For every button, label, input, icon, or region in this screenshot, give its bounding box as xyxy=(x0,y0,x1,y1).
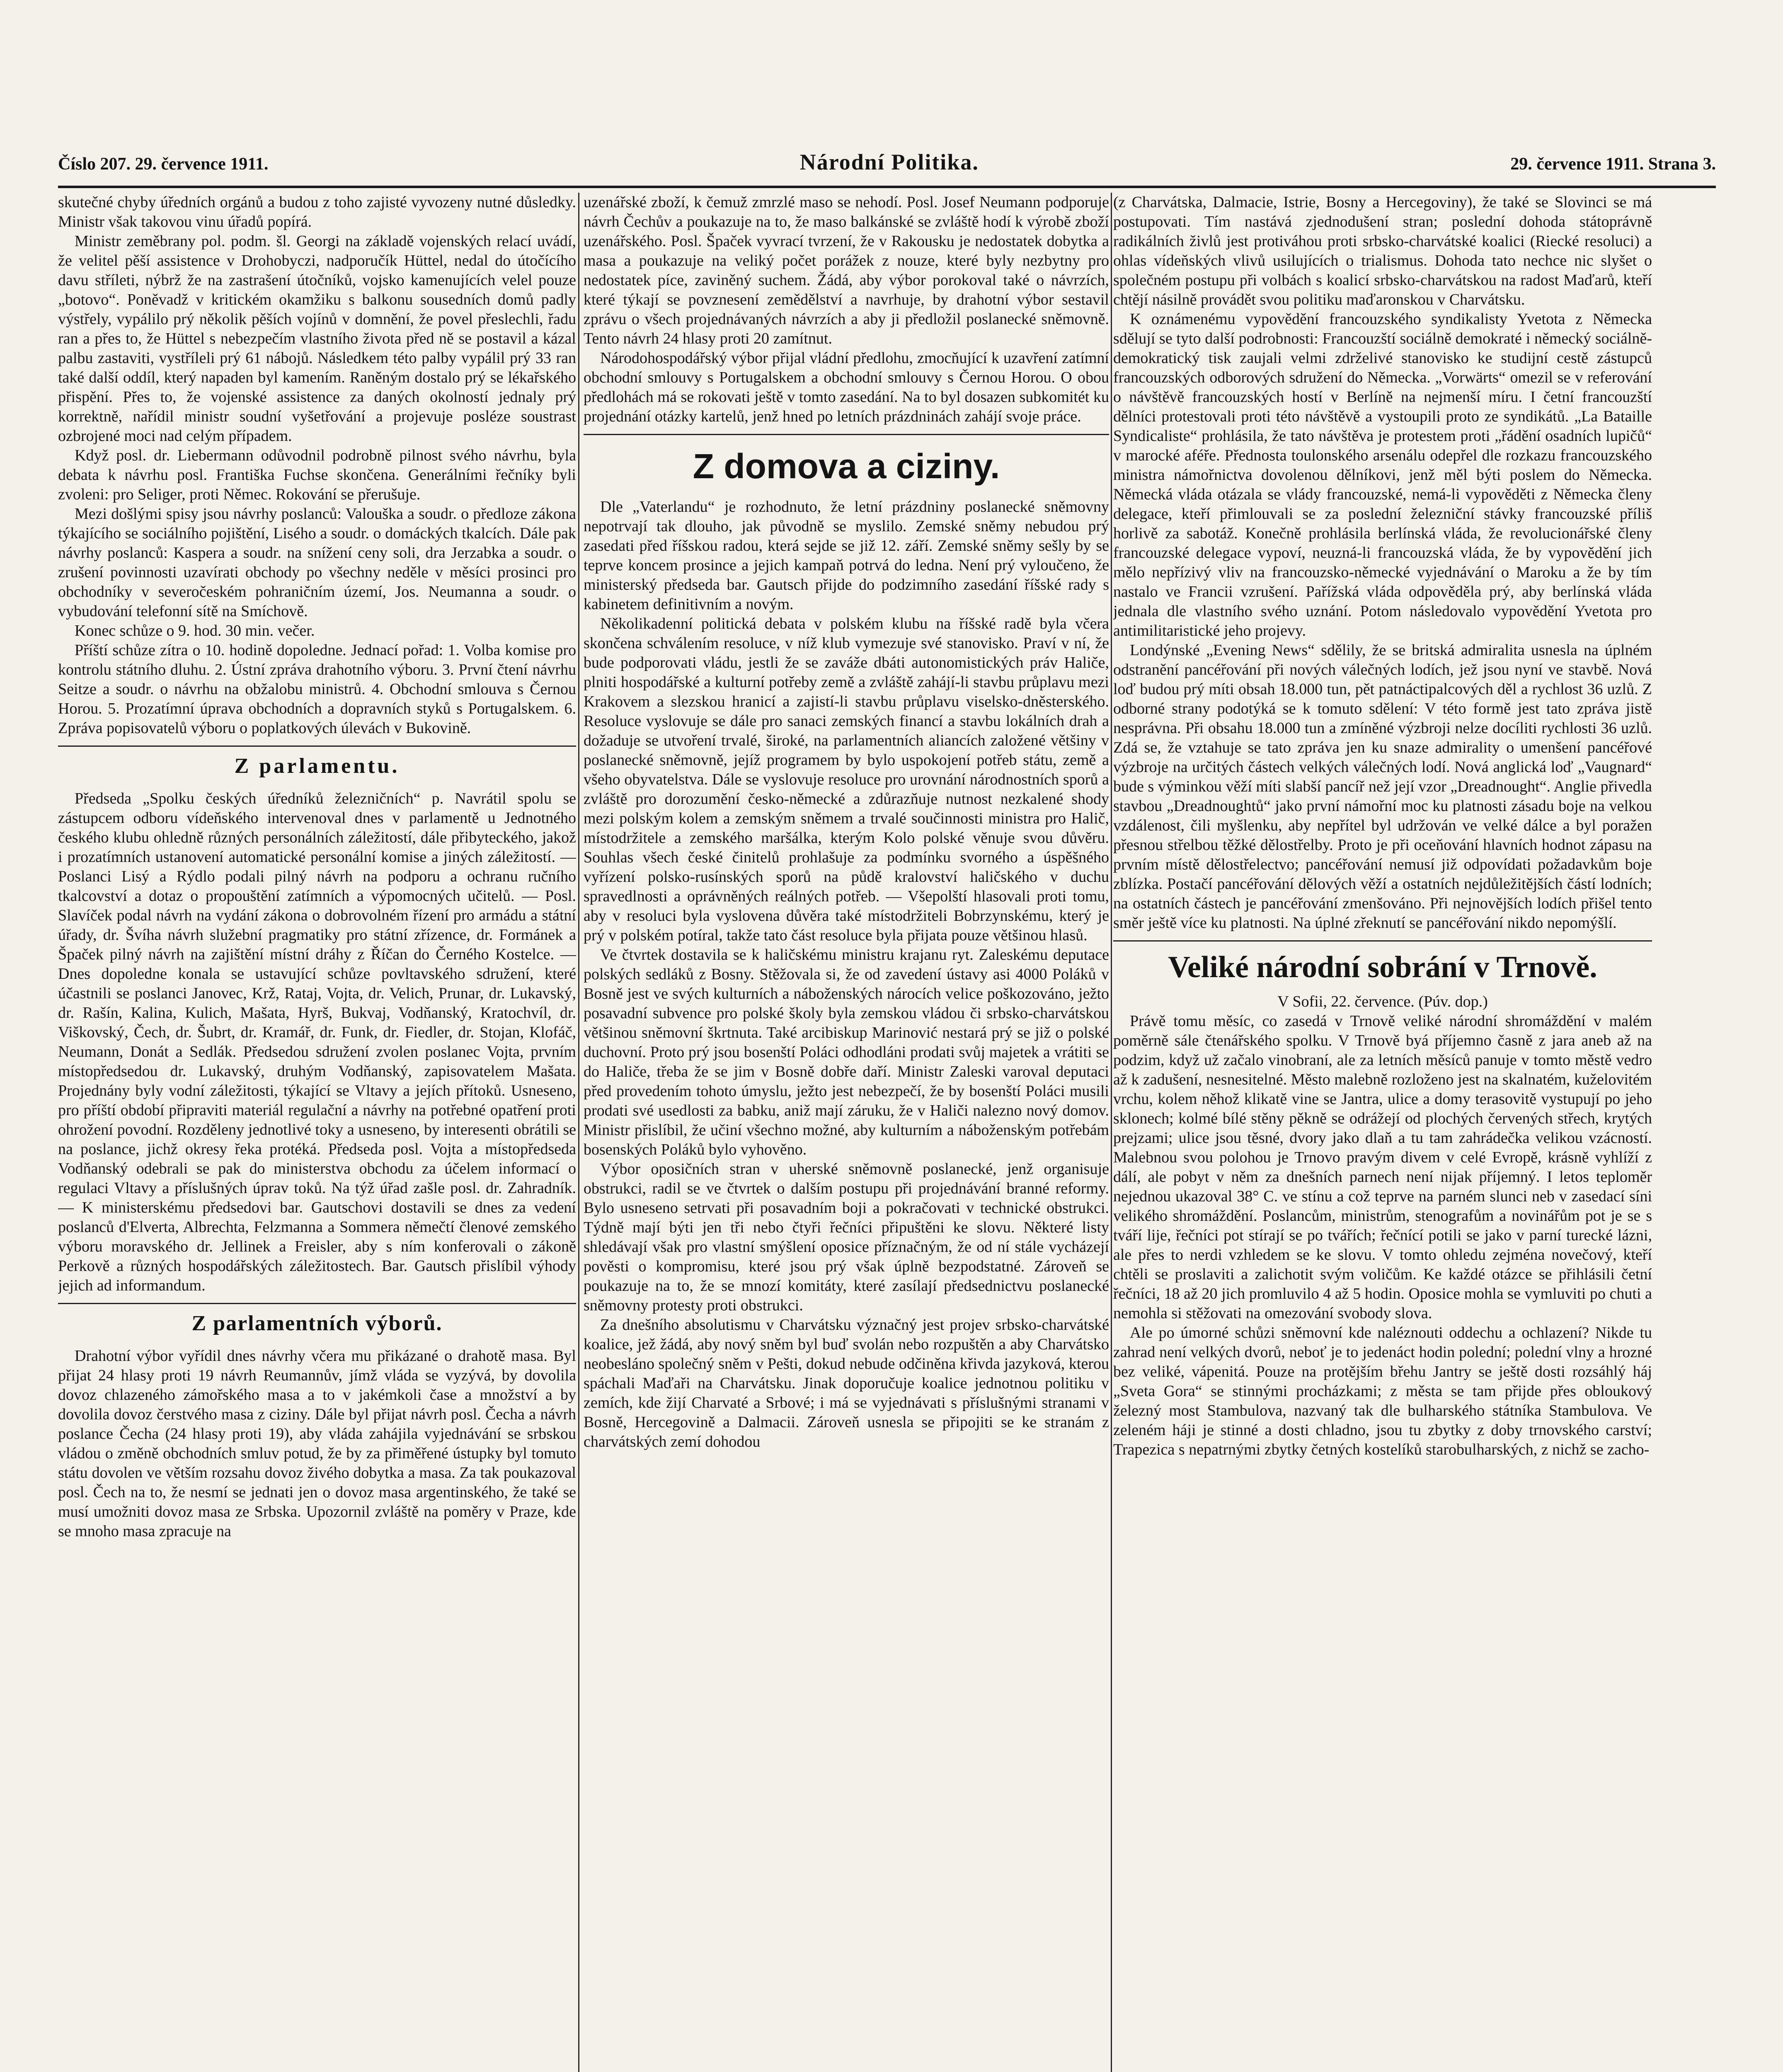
article-text: Ministr zeměbrany pol. podm. šl. Georgi na základě vojenských relací uvádí, že velitel pěší assistence v Drohobyczi, nadporučík Hüttel, nedal do útočícího davu stříleti, nýbrž že na zastrašení útočníků, vojsko kamenujících velel pouze „botovo“. Poněvadž v kritickém okamžiku s balkonu sousedních domů padly výstřely, vypálilo prý několik pěších vojínů v domnění, že povel přeslechli, řadu ran a přes to, že Hüttel s nebezpečím vlastního života před ně se postavil a kázal palbu zastaviti, vystříleli prý 61 nábojů. Následkem této palby vypálil prý 33 ran také další oddíl, který napaden byl kamením. Raněným dostalo prý se lékařského přispění. Přes to, že vojenské assistence za daných okolností jednaly prý korrektně, nařídil ministr soudní vyšetřování a projevuje posléze soustrast ozbrojené moci nad celým případem. xyxy=(58,232,576,445)
article-text: uzenářské zboží, k čemuž zmrzlé maso se nehodí. Posl. Josef Neumann podporuje návrh Čechův a poukazuje na to, že maso balkánské se zvláště hodí k výrobě zboží uzenářského. Posl. Špaček vyvrací tvrzení, že v Rakousku je nedostatek dobytka a masa a poukazuje na veliký počet porážek z nouze, které byly nezbytny pro nedostatek píce, zaviněný suchem. Žádá, aby výbor porokoval také o návrzích, které týkají se povznesení zemědělství a navrhuje, by drahotní výbor sestavil zprávu o všech projednávaných návrzích a aby ji předložil poslanecké sněmovně. Tento návrh 24 hlasy proti 20 zamítnut. xyxy=(584,194,1109,347)
article-text: Mezi došlými spisy jsou návrhy poslanců: Valouška a soudr. o předloze zákona týkajícího se sociálního pojištění, Lisého a soudr. o domáckých tkalcích. Dále pak návrhy poslanců: Kaspera a soudr. na snížení ceny soli, dra Jerzabka a soudr. o zrušení povinnosti uzavírati obchody po všechny neděle v měsíci prosinci pro obchodníky v severočeském pohraničním území, Jos. Neumanna a soudr. o vybudování telefonní sítě na Smíchově. xyxy=(58,505,576,620)
section-divider xyxy=(58,746,576,747)
column-2 xyxy=(584,193,1109,2072)
newspaper-title: Národní Politika. xyxy=(799,150,979,174)
header-page-info: 29. července 1911. Strana 3. xyxy=(1510,155,1716,174)
article-text: Ve čtvrtek dostavila se k haličskému ministru krajanu ryt. Zaleskému deputace polských sedláků z Bosny. Stěžovala si, že od zavedení ústavy asi 4000 Poláků v Bosně jest ve svých kulturních a náboženských nárocích velice poškozováno, ježto posavadní subvence pro polské školy byla zemskou vládou či srbsko-charvátskou většinou sněmovní škrtnuta. Také arcibiskup Marinović nestará prý se již o polské duchovní. Proto prý jsou bosenští Poláci odhodláni prodati svůj majetek a vrátiti se do Haliče, třeba že se jim v Bosně dobře daří. Ministr Zaleski varoval deputaci před provedením tohoto úmyslu, ježto jest nebezpečí, že by bosenští Poláci musili prodati své usedlosti za babku, aniž mají záruku, že v Haliči nalezno nový domov. Ministr přislíbil, že učiní všechno možné, aby kulturním a náboženským potřebám bosenských Poláků bylo vyhověno. xyxy=(584,946,1109,1158)
page-header xyxy=(58,149,1716,182)
header-rule xyxy=(58,186,1716,188)
column-divider xyxy=(1111,193,1112,2072)
article-text: Drahotní výbor vyřídil dnes návrhy včera mu přikázané o drahotě masa. Byl přijat 24 hlasy proti 19 návrh Reumannův, jímž vláda se vyzývá, by dovolila dovoz chlazeného zámořského masa a to v jakémkoli čase a množství a by dovolila dovoz čerstvého masa z ciziny. Dále byl přijat návrh posl. Čecha a návrh poslance Čecha (24 hlasy proti 19), aby vláda zahájila vyjednávání se srbskou vládou o změně obchodních smluv potud, že by za přiměřené ústupky byl tomuto státu dovolen ve větším rozsahu dovoz živého dobytka a masa. Za tak poukazoval posl. Čech na to, že nesmí se jednati jen o dovoz masa argentinského, že také se musí umožniti dovoz masa ze Srbska. Upozornil zvláště na poměry v Praze, kde se mnoho masa zpracuje na xyxy=(58,1347,576,1540)
column-1 xyxy=(58,193,576,2072)
article-text: Několikadenní politická debata v polském klubu na říšské radě byla včera skončena schválením resoluce, v níž klub vymezuje své stanovisko. Praví v ní, že bude podporovati vládu, jestli že se zaváže dbáti autonomistických práv Haliče, plniti hospodářské a kulturní potřeby země a zvláště zahájí-li stavbu průplavu mezi Krakovem a slezskou hranicí a zajistí-li stavbu průplavu viselsko-dněsterského. Resoluce vyslovuje se dále pro sanaci zemských financí a stavbu lokálních drah a dožaduje se utvoření trvalé, široké, na parlamentních aliancích založené většiny v poslanecké sněmovně, jejíž programem by bylo uspokojení potřeb státu, země a všeho obyvatelstva. Dále se vyslovuje resoluce pro urovnání národnostních sporů a zvláště pro dorozumění česko-německé a zdůrazňuje nutnost nezkalené shody mezi polským kolem a zemským sněmem a trvalé součinnosti ministra pro Halič, místodržitele a zemského maršálka, kterým Kolo polské věnuje svou důvěru. Souhlas všech české činitelů prohlašuje za podmínku svorného a úspěšného vyřízení polsko-rusínských sporů na půdě kralovství haličského v duchu spravedlnosti a oprávněných reálných potřeb. — Všepolští hlasovali proti tomu, aby v resoluci byla vyslovena důvěra také místodržiteli Bobrzynskému, který je prý v polském potíral, takže tato část resoluce byla přijata pouze většinou hlasů. xyxy=(584,615,1109,944)
article-text: Příští schůze zítra o 10. hodině dopoledne. Jednací pořad: 1. Volba komise pro kontrolu státního dluhu. 2. Ústní zpráva drahotního výboru. 3. První čtení návrhu Seitze a soudr. o návrhu na obžalobu ministrů. 4. Obchodní smlouva s Černou Horou. 5. Prozatímní úprava obchodních a dopravních styků s Portugalskem. 6. Zpráva popisovatelů výboru o poplatkových úlevách v Bukovině. xyxy=(58,641,576,737)
article-dateline: V Sofii, 22. července. (Púv. dop.) xyxy=(1277,993,1488,1010)
section-heading-committees: Z parlamentních výborů. xyxy=(191,1312,443,1335)
article-headline-trnovo: Veliké národní sobrání v Trnově. xyxy=(1168,950,1597,984)
article-text: Národohospodářský výbor přijal vládní předlohu, zmocňující k uzavření zatímní obchodní smlouvy s Portugalskem a obchodní smlouvy s Černou Horou. O obou předlohách má se rokovati ještě v tomto zasedání. Na to byl dosazen subkomitét ku projednání otázky kartelů, jenž hned po letních prázdninách zahájí svoje práce. xyxy=(584,349,1109,425)
article-text: Předseda „Spolku českých úředníků železničních“ p. Navrátil spolu se zástupcem odboru vídeňského intervenoval dnes v parlamentě u Jednotného českého klubu ohledně různých personálních záležitostí, dále přibyteckého, jakož i prozatímních ustanovení automatické personální komise a jiných záležitostí. — Poslanci Lisý a Rýdlo podali pilný návrh na podporu a ochranu ručního tkalcovství a dotaz o propouštění zatímních a výpomocných učitelů. — Posl. Slavíček podal návrh na vydání zákona o dobrovolném řízení pro armádu a státní úřady, dr. Švíha návrh služební pragmatiky pro státní zřízence, dr. Formánek a Špaček pilný návrh na zajištění místní dráhy z Říčan do Černého Kostelce. — Dnes dopoledne konala se ustavující schůze povltavského sdružení, které účastnili se poslanci Janovec, Krž, Rataj, Vojta, dr. Velich, Prunar, dr. Lukavský, dr. Rašín, Kalina, Kulich, Mašata, Hyrš, Bukvaj, Vodňanský, Kratochvíl, dr. Viškovský, Čech, dr. Šubrt, dr. Kramář, dr. Funk, dr. Fiedler, dr. Stojan, Klofáč, Neumann, Donát a Sedlák. Předsedou sdružení zvolen poslanec Vojta, prvním místopředsedou dr. Lukavský, druhým Vodňanský, zapisovatelem Mašata. Projednány byly vodní záležitosti, týkající se Vltavy a jejích přítoků. Usneseno, pro příští období připraviti materiál regulační a návrhy na potřebné opatření proti ohrožení povodní. Rozděleny jednotlivé toky a usneseno, by interesenti obrátili se na poslance, jichž okresy řeka protéká. Předseda posl. Vojta a místopředseda Vodňanský odebrali se pak do ministerstva obchodu za účelem informací o regulaci Vltavy a příslušných úprav toků. Na týž úřad zašle posl. dr. Zahradník. — K ministerskému předsedovi bar. Gautschovi dostavili se dnes za vedení poslanců d'Elverta, Albrechta, Felzmanna a Sommera němečtí členové zemského výboru moravského dr. Jellinek a Freisler, aby s ním konferovali o zákoně Perkově a různých hospodářských záležitostech. Bar. Gautsch přislíbil výhody jejich ad informandum. xyxy=(58,790,576,1294)
column-divider xyxy=(578,193,579,2072)
article-text: K oznámenému vypovědění francouzského syndikalisty Yvetota z Německa sdělují se tyto další podrobnosti: Francouzští sociálně demokraté i německý sociálně-demokratický tisk zaujali velmi zdrželivé stanovisko ke studijní cestě zástupců francouzských odborových sdružení do Německa. „Vorwärts“ omezil se v referování o návštěvě francouzských hostí v Berlíně na nejmenší míru. I četní francouzští dělníci protestovali proti této návštěvě a vystoupili proto ze syndikátů. „La Bataille Syndicaliste“ prohlásila, že tato návštěva je protestem proti „řádění osadních lupičů“ v marocké aféře. Přednosta toulonského arsenálu odepřel dle rozkazu francouzského ministra námořnictva dovolenou dělníkovi, jenž měl býti poslem do Německa. Německá vláda otázala se vlády francouzské, nemá-li vypověděti z Německa členy delegace, kteří přimlouvali se za poslední železniční stávky francouzské příliš horlivě za sabotáž. Konečně prohlásila berlínská vláda, že revolucionářské členy francouzské delegace vypoví, neuzná-li francouzská vláda, že by vypovědění jich mělo nepřízivý vliv na francouzsko-německé vyjednávání o Maroku a že by tím nastalo ve Francii vzrušení. Pařížská vláda odpověděla prý, aby berlínská vláda jednala dle vlastního svého uznání. Potom následovalo vypovědění Yvetota pro antimilitaristické jeho projevy. xyxy=(1113,310,1652,639)
column-3 xyxy=(1113,193,1652,2072)
section-divider xyxy=(58,1303,576,1304)
section-heading-home-abroad: Z domova a ciziny. xyxy=(693,447,1000,486)
article-text: Londýnské „Evening News“ sdělily, že se britská admiralita usnesla na úplném odstranění pancéřování při nových válečných lodích, jež jsou nyní ve stavbě. Nová loď budou prý míti obsah 18.000 tun, pět patnáctipalcových děl a rychlost 36 uzlů. Z odborné strany podotýká se k tomuto sdělení: V této formě jest tato zpráva jistě nesprávna. Při obsahu 18.000 tun a zmíněné výzbroji nelze docíliti rychlosti 36 uzlů. Zdá se, že vztahuje se tato zpráva jen ku snaze admirality o umenšení pancéřové výzbroje na určitých částech velkých válečných lodí. Nová anglická loď „Vaugnard“ bude s výminkou věží míti slabší pancíř než její vzor „Dreadnought“. Anglie přivedla stavbou „Dreadnoughtů“ jako první námořní moc ku platnosti zásadu boje na velkou vzdálenost, čili myšlenku, aby nepřítel byl udržován ve velké dálce a byl poražen přesnou střelbou těžké dělostřelby. Proto je při oceňování hlavních hodnot zápasu na prvním místě dělostřelectvo; pancéřování nemusí již odpovídati požadavkům boje zblízka. Postačí pancéřování dělových věží a ostatních nejdůležitějších částí lodních; na ostatních částech je pancéřování zmenšováno. Při nejnovějších lodích přišel tento směr ještě více ku platnosti. Na úplné zřeknutí se pancéřování nikdo nepomýšlí. xyxy=(1113,641,1652,932)
article-text: Dle „Vaterlandu“ je rozhodnuto, že letní prázdniny poslanecké sněmovny nepotrvají tak dlouho, jak původně se myslilo. Zemské sněmy nebudou prý zasedati před říšskou radou, která sejde se již 12. září. Zemské sněmy sešly by se teprve koncem prosince a jejich kampaň potrvá do ledna. Není prý vyloučeno, že ministerský předseda bar. Gautsch přijde do podzimního zasedání říšské rady s kabinetem definitivním a novým. xyxy=(584,498,1109,613)
section-heading-parliament: Z parlamentu. xyxy=(234,754,400,778)
article-text: Ale po úmorné schůzi sněmovní kde naléznouti oddechu a ochlazení? Nikde tu zahrad není velkých dvorů, neboť je to jedenáct hodin polední; polední vlny a hrozné bez veliké, vápenitá. Pouze na protějším břehu Jantry se ještě dosti rozsáhlý háj „Sveta Gora“ se stinnými procházkami; z města se tam přijde přes obloukový železný most Stambulova, nazvaný tak dle bulharského státníka Stambulova. Ve zeleném háji je stinné a dosti chladno, jsou tu zbytky z doby trnovského carství; Trapezica s nepatrnými zbytky četných kostelíků starobulharských, z nichž se zacho- xyxy=(1113,1324,1652,1458)
article-text: Když posl. dr. Liebermann odůvodnil podrobně pilnost svého návrhu, byla debata k návrhu posl. Františka Fuchse skončena. Generálními řečníky byli zvoleni: pro Seliger, proti Němec. Rokování se přerušuje. xyxy=(58,447,576,503)
article-text: Za dnešního absolutismu v Charvátsku význačný jest projev srbsko-charvátské koalice, jež žádá, aby nový sněm byl buď svolán nebo rozpuštěn a aby Charvátsko neobesláno společný sněm v Pešti, dokud nebude odčiněna křivda jazyková, kterou spáchali Maďaři na Charvátsku. Jinak doporučuje koalice jednotnou politiku v zemích, kde žijí Charvaté a Srbové; i má se vyjednávati s příslušnými stranami v Bosně, Hercegovině a Dalmacii. Zároveň usnesla se připojiti se ke stranám z charvátských zemí dohodou xyxy=(584,1316,1109,1450)
article-text: Právě tomu měsíc, co zasedá v Trnově veliké národní shromáždění v malém poměrně sále čtenářského spolku. V Trnově byá příjemno časně z jara aneb až na podzim, když už začalo vinobraní, ale za letních měsíců panuje v tomto městě vedro až k zadušení, nesnesitelné. Město malebně rozloženo jest na skalnatém, kuželovitém vrchu, kolem něhož klikatě vine se Jantra, ulice a domy terasovitě vystupují po jeho sklonech; kolmé bílé stěny pěkně se odrážejí od plochých červených střech, krytých prejzami; ulice jsou těsné, dvory jako dlaň a tu tam zahrádečka velikou vzácností. Malebnou svou polohou je Trnovo pravým divem v celé Evropě, krásně vyhlíží z dálí, ale pobyt v něm za dnešních parnech není nijak příjemný. I letos teploměr nejednou ukazoval 38° C. ve stínu a což teprve na parném slunci neb v zasedací síni velikého shromáždění. Poslancům, ministrům, stenografům a novinářům pot je se s tváří lije, řečníci pot stírají se po tvářích; řečnící potili se jako v parní turecké lázni, ale přes to nerdi vzhledem se ke slovu. V tomto ohledu zejména novečový, kteří chtěli se proslaviti a zalichotit svým voličům. Ke každé otázce se přihlásili četní řečníci, 18 až 20 jich promluvilo 4 až 5 hodin. Oposice mohla se vymluviti po chuti a nemohla si stěžovati na omezování svobody slova. xyxy=(1113,1012,1652,1322)
article-text: (z Charvátska, Dalmacie, Istrie, Bosny a Hercegoviny), že také se Slovinci se má postupovati. Tím nastává zjednodušení stran; poslední dohoda státoprávně radikálních živlů jest protiváhou proti srbsko-charvátské koalici (Riecké resoluci) a ohlas vídeňských vlivů usilujících o trialismus. Dohoda tato nechce nic slyšet o společném postupu při volbách s koalicí srbsko-charvátskou na radost Maďarů, kteří chtějí násilně provádět svou politiku maďaronskou v Charvátsku. xyxy=(1113,194,1652,308)
article-text: skutečné chyby úředních orgánů a budou z toho zajisté vyvozeny nutné důsledky. Ministr však takovou vinu úřadů popírá. xyxy=(58,194,576,230)
section-divider xyxy=(584,434,1109,435)
article-text: Konec schůze o 9. hod. 30 min. večer. xyxy=(75,622,315,639)
header-issue-info: Číslo 207. 29. července 1911. xyxy=(58,155,269,174)
article-text: Výbor oposičních stran v uherské sněmovně poslanecké, jenž organisuje obstrukci, radil se ve čtvrtek o dalším postupu při projednávání branné reformy. Bylo usneseno setrvati při posavadním boji a pokračovati v technické obstrukci. Týdně mají býti jen tři nebo čtyři řečníci připuštěni ke slovu. Některé listy shledávají však pro vlastní smýšlení oposice příznačným, že od ní stále vycházejí pověsti o kompromisu, které jsou prý však úplně bezpodstatné. Zároveň se poukazuje na to, že se mnozí komitáty, které zasílají předsednictvu poslanecké sněmovny protesty proti obstrukci. xyxy=(584,1160,1109,1314)
section-divider xyxy=(1113,940,1652,942)
